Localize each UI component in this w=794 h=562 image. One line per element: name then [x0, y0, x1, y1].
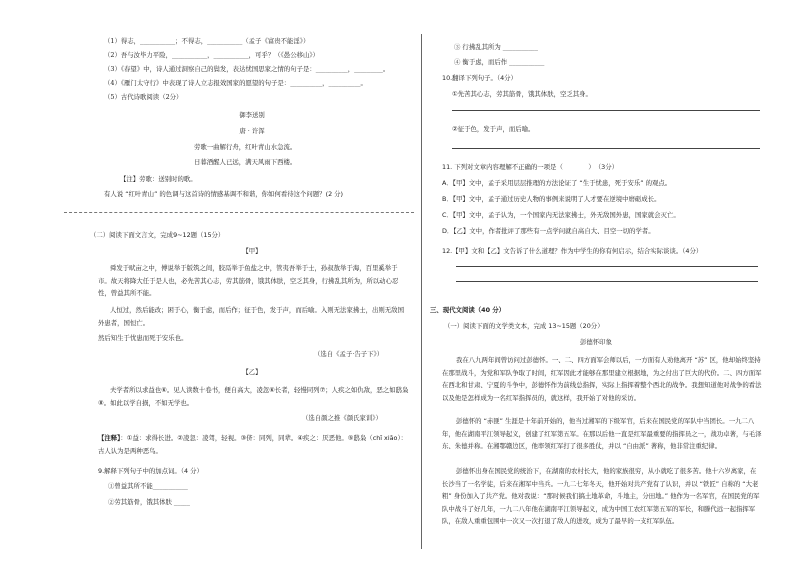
question-11: 11. 下列对文章内容理解不正确的一项是（ ） （3分）: [442, 163, 619, 171]
fill-line-5: （5）古代诗歌阅读（2分）: [104, 93, 183, 101]
fill-line-1: （1）得志，___________；不得志，___________（孟子《富贵不能淫》）: [104, 37, 310, 45]
jia-paragraph-2: 人恒过，然后能改；困于心，衡于虑，而后作；征于色，发于声，而后喻。入则无法家拂士，出则无敌国外患者，国恒亡。: [98, 306, 404, 327]
poem-title: 御李送别: [239, 111, 265, 119]
fill-line-3: （3）《春望》中，诗人通过洞察自己的鬓发，表达忧国思家之情的句子是：__________，_________。: [104, 65, 390, 73]
question-9-item-3[interactable]: ③ 行拂乱其所为 ___________: [454, 43, 538, 51]
answer-line[interactable]: [452, 148, 760, 149]
article-paragraph-3: 彭德怀出身在国民党的统治下，在湖南的农村长大，他的家族很穷，从小就吃了很多苦。他十六岁离家，在长沙当了一名学徒，后来在湘军中当兵。一九二七年冬天，他开始对共产党有了认识，并以 “铁匠” 自称的 “大老粗” 身份加入了共产党。他对我说：“那时候我们搞土地革命，斗地主，分田地。” 他作为一名军官，在国民党的军队中战斗了好几年，一九二八年他在湖南平江领导起义，成为中国工农红军第五军的军长，和滕代远一起指挥军队，在敌人重重包围中一次又一次打退了敌人的进攻，成为了最早的一支红军队伍。: [442, 467, 760, 526]
left-column: [88, 0, 416, 562]
question-12: 12.【甲】文和【乙】文告诉了什么道理？作为中学生的你有何启示，结合实际谈谈。（4分）: [442, 247, 703, 255]
answer-line[interactable]: [452, 110, 760, 111]
poem-question: 有人说 “红叶青山” 的色调与这首诗的情感基调不和谐，你如何看待这个问题？(2 分): [104, 190, 344, 198]
fill-line-2: （2）吾与汝毕力平险，___________，___________，可乎？（《愚公移山》）: [104, 51, 319, 59]
yi-label: 【乙】: [242, 368, 262, 376]
answer-line[interactable]: [456, 281, 758, 282]
notes-label: 【注释】: [98, 434, 121, 442]
jia-paragraph-3: 然后知生于忧患而死于安乐也。: [98, 334, 188, 342]
question-9-item-1[interactable]: ①曾益其所不能___________: [108, 482, 188, 490]
poem-line-2: 日暮酒醒人已远，满天风雨下西楼。: [194, 158, 297, 166]
poem-author: 唐 · 许浑: [239, 127, 265, 135]
question-10-item-1: ①先苦其心志，劳其筋骨，饿其体肤，空乏其身。: [452, 90, 592, 98]
yi-source: （选自颜之推《颜氏家训》）: [302, 414, 382, 422]
article-title: 彭德怀印象: [580, 338, 612, 346]
question-10-item-2: ②征于色，发于声，而后喻。: [452, 125, 535, 133]
question-10: 10.翻译下列句子。（4分）: [442, 74, 517, 82]
question-9-item-4[interactable]: ④ 衡于虑，而后作 ___________: [454, 58, 545, 66]
sub1-title: （一）阅读下面的文学类文本，完成 13~15题（20分）: [444, 322, 604, 330]
question-11-option-c[interactable]: C．【甲】文中，孟子认为，一个国家内无法家拂士，外无敌国外患，国家就会灭亡。: [442, 211, 680, 219]
fill-line-4: （4）《雁门太守行》中表现了诗人立志报效国家的愿望的句子是：__________，__________。: [104, 79, 367, 87]
question-11-option-a[interactable]: A．【甲】文中，孟子采用层层推理的方法论证了 “生于忧患，死于安乐” 的观点。: [442, 179, 672, 187]
jia-paragraph-1: 舜发于畎亩之中，傅说举于版筑之间，胶鬲举于鱼盐之中，管夷吾举于士，孙叔敖举于海，百里奚举于市。故天将降大任于是人也，必先苦其心志，劳其筋骨，饿其体肤，空乏其身，行拂乱其所为，所以动心忍性，曾益其所不能。: [98, 264, 399, 297]
jia-label: 【甲】: [242, 247, 262, 255]
cut-line: [64, 212, 414, 213]
answer-line[interactable]: [456, 266, 758, 267]
notes-text: ：①益：求得长进。②凌忽：凌驾，轻视。③侪：同列，同辈。④疾之：厌恶他。⑤鸱枭（chī xiāo）：古人认为是两种恶鸟。: [98, 434, 408, 455]
jia-source: （选自《孟子·告子下》）: [314, 350, 384, 358]
question-11-option-b[interactable]: B．【甲】文中，孟子通过历史人物的事例来说明了人才要在逆境中磨砺成长。: [442, 195, 661, 203]
column-divider: [421, 34, 422, 549]
right-column: [428, 0, 764, 562]
article-paragraph-1: 我在八九两年间曾访问过彭德怀。一、二、四方面军会师以后，一方面有人劝他离开 “苏” 区，他却始终坚持在那里战斗，为党和军队争取了时间，红军因此才能够在那里建立根据地，为之付出了巨大的代价。二、四方面军在西北和甘肃、宁夏的斗争中，彭德怀作为前线总指挥，实际上指挥着整个西北的战争。我想知道他对战争的看法以及他是怎样成为一名红军指挥员的，就这样，我开始了对他的采访。: [442, 356, 762, 402]
article-paragraph-2: 彭德怀的 “赤匪” 生涯是十年前开始的，他当过湘军的下级军官，后来在国民党的军队中当团长。一九二八年，他在湖南平江领导起义，创建了红军第五军。在那以后他一直是红军最重要的指挥员之一，战功卓著，与毛泽东、朱德并称。在湘鄂赣边区，他率领红军打了很多胜仗，并以 “自由派” 著称，他非常注重纪律。: [442, 417, 762, 451]
section2-title: （二）阅读下面文言文，完成9~12题（15分）: [90, 231, 225, 239]
yi-paragraph: 夫学者所以求益也⑥。见人读数十卷书，便自高大，凌忽⑥长者，轻慢同列⑦；人疾之如仇敌，恶之如鸱枭⑧。如此以学自损，不如无学也。: [98, 386, 409, 407]
poem-note: 【注】劳歌：送别时的歌。: [120, 175, 197, 183]
question-9-item-2[interactable]: ②劳其筋骨，饿其体肤 _____: [108, 498, 190, 506]
notes: [98, 432, 410, 457]
question-11-option-d[interactable]: D．【乙】文中，作者批评了那些有一点学问就自高自大、目空一切的学者。: [442, 227, 655, 235]
section3-title: 三、现代文阅读（40 分）: [430, 306, 506, 314]
poem-line-1: 劳歌一曲解行舟，红叶青山水急流。: [194, 143, 297, 151]
question-9: 9.解释下列句子中的加点词。（4 分）: [98, 467, 203, 475]
